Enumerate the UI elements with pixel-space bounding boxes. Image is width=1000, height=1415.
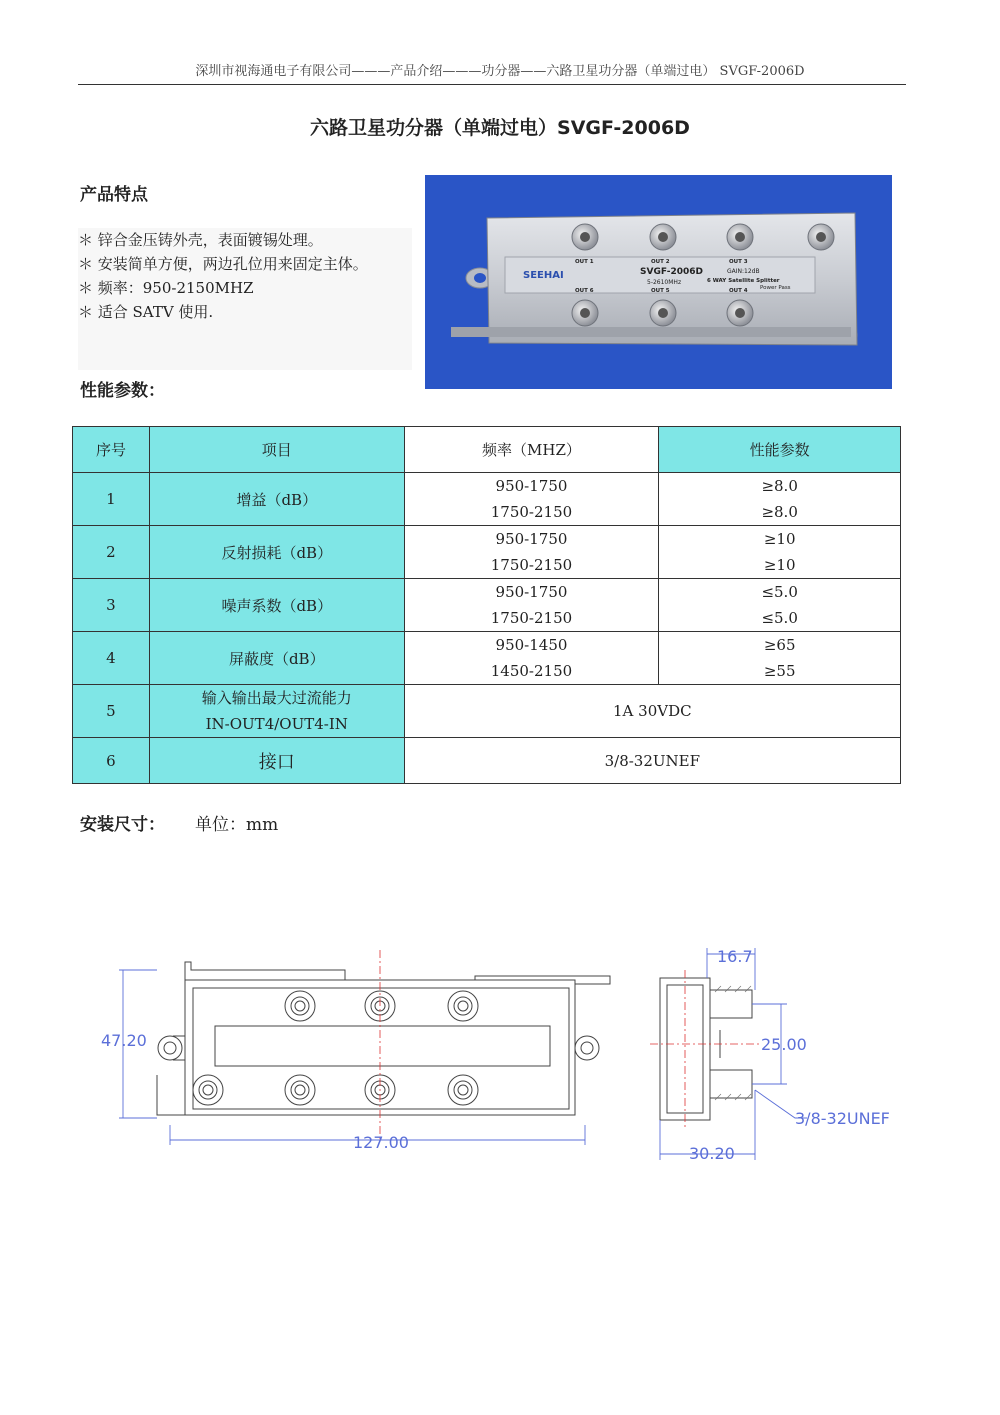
params-table bbox=[72, 426, 901, 784]
photo-model: SVGF-2006D bbox=[640, 267, 703, 277]
header-rule bbox=[78, 84, 906, 85]
table-header-cell: 项目 bbox=[149, 427, 404, 473]
photo-port-label: OUT 4 bbox=[729, 288, 748, 294]
table-header-cell: 序号 bbox=[73, 427, 150, 473]
param-value: ≥10 bbox=[763, 556, 796, 574]
dimensions-heading bbox=[80, 810, 278, 835]
feature-item: ＊ 频率：950-2150MHZ bbox=[78, 279, 254, 297]
freq-value: 1750-2150 bbox=[490, 556, 573, 574]
photo-port-label: OUT 2 bbox=[651, 259, 670, 265]
features-box bbox=[78, 228, 412, 370]
document-title: 六路卫星功分器（单端过电）SVGF-2006D bbox=[310, 117, 690, 139]
freq-value: 950-1450 bbox=[495, 636, 568, 654]
row-number: 2 bbox=[73, 526, 150, 579]
features-heading: 产品特点 bbox=[80, 185, 148, 205]
row-freq bbox=[404, 632, 659, 685]
photo-freq: 5-2610MHz bbox=[647, 279, 682, 286]
freq-value: 950-1750 bbox=[495, 583, 568, 601]
row-number: 1 bbox=[73, 473, 150, 526]
photo-port-label: OUT 1 bbox=[575, 259, 594, 265]
table-row bbox=[73, 526, 901, 579]
photo-brand: SEEHAI bbox=[523, 270, 564, 281]
dimension-drawing bbox=[95, 940, 915, 1184]
freq-value: 950-1750 bbox=[495, 530, 568, 548]
param-value: ≥8.0 bbox=[761, 477, 798, 495]
row-value bbox=[659, 632, 901, 685]
table-row bbox=[73, 473, 901, 526]
row-number: 3 bbox=[73, 579, 150, 632]
row-item: 噪声系数（dB） bbox=[149, 579, 404, 632]
row-merged-value: 3/8-32UNEF bbox=[404, 738, 900, 784]
row-number: 5 bbox=[73, 685, 150, 738]
row-freq bbox=[404, 526, 659, 579]
row-item: 接口 bbox=[149, 738, 404, 784]
photo-power: Power Pass bbox=[760, 285, 791, 291]
param-value: ≥8.0 bbox=[761, 503, 798, 521]
dim-length: 127.00 bbox=[353, 1133, 409, 1152]
dim-thread: 3/8-32UNEF bbox=[795, 1109, 890, 1128]
photo-desc: 6 WAY Satellite Splitter bbox=[707, 278, 780, 284]
mechanical-drawing bbox=[95, 940, 915, 1180]
row-number: 4 bbox=[73, 632, 150, 685]
table-row bbox=[73, 632, 901, 685]
freq-value: 1750-2150 bbox=[490, 503, 573, 521]
row-item bbox=[149, 685, 404, 738]
freq-value: 1750-2150 bbox=[490, 609, 573, 627]
item-line: 输入输出最大过流能力 bbox=[201, 689, 352, 707]
param-value: ≥10 bbox=[763, 530, 796, 548]
param-value: ≤5.0 bbox=[761, 609, 798, 627]
feature-item: ＊ 锌合金压铸外壳，表面镀锡处理。 bbox=[78, 231, 323, 249]
table-header-cell: 频率（MHZ） bbox=[404, 427, 659, 473]
row-number: 6 bbox=[73, 738, 150, 784]
dim-depth: 16.7 bbox=[717, 947, 753, 966]
freq-value: 1450-2150 bbox=[490, 662, 573, 680]
dimensions-unit: 单位：mm bbox=[195, 815, 279, 835]
param-value: ≥65 bbox=[763, 636, 796, 654]
table-row bbox=[73, 685, 901, 738]
dim-width: 30.20 bbox=[689, 1144, 735, 1163]
params-heading: 性能参数： bbox=[80, 381, 165, 401]
row-freq bbox=[404, 579, 659, 632]
freq-value: 950-1750 bbox=[495, 477, 568, 495]
param-value: ≤5.0 bbox=[761, 583, 798, 601]
row-value bbox=[659, 526, 901, 579]
item-line: IN-OUT4/OUT4-IN bbox=[205, 715, 348, 733]
table-header-row bbox=[73, 427, 901, 473]
row-value bbox=[659, 473, 901, 526]
table-row bbox=[73, 579, 901, 632]
dim-pitch: 25.00 bbox=[761, 1035, 807, 1054]
table-row bbox=[73, 738, 901, 784]
param-value: ≥55 bbox=[763, 662, 796, 680]
row-freq bbox=[404, 473, 659, 526]
photo-port-label: OUT 3 bbox=[729, 259, 748, 265]
page-header: 深圳市视海通电子有限公司———产品介绍———功分器——六路卫星功分器（单端过电） SVGF-2006D bbox=[195, 64, 805, 79]
row-item: 增益（dB） bbox=[149, 473, 404, 526]
row-item: 屏蔽度（dB） bbox=[149, 632, 404, 685]
photo-port-label: OUT 5 bbox=[651, 288, 670, 294]
product-photo bbox=[425, 175, 892, 389]
row-merged-value: 1A 30VDC bbox=[404, 685, 900, 738]
dimensions-title: 安装尺寸： bbox=[80, 815, 165, 835]
row-item: 反射损耗（dB） bbox=[149, 526, 404, 579]
feature-item: ＊ 适合 SATV 使用. bbox=[78, 303, 214, 321]
feature-item: ＊ 安装简单方便，两边孔位用来固定主体。 bbox=[78, 255, 368, 273]
dim-height: 47.20 bbox=[101, 1031, 147, 1050]
table-header-cell: 性能参数 bbox=[659, 427, 901, 473]
photo-gain: GAIN:12dB bbox=[727, 268, 760, 275]
splitter-illustration bbox=[425, 175, 892, 389]
row-value bbox=[659, 579, 901, 632]
photo-port-label: OUT 6 bbox=[575, 288, 594, 294]
